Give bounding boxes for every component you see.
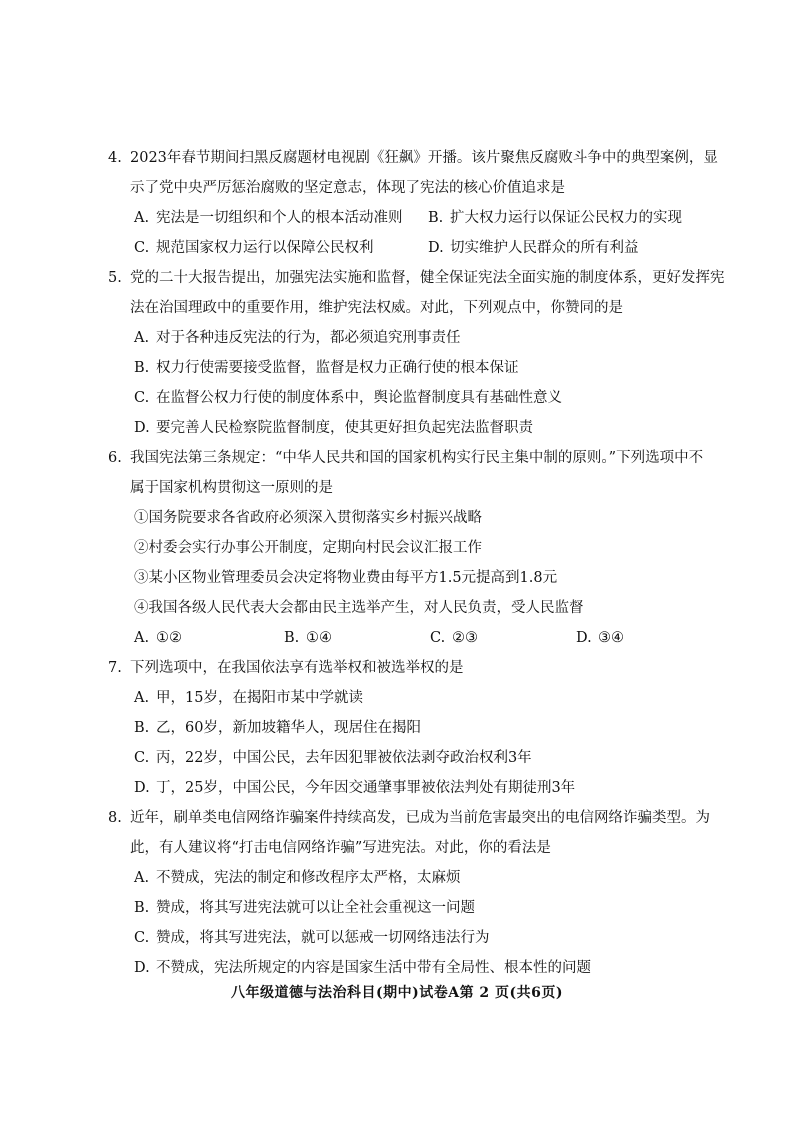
option-d xyxy=(108,773,708,803)
option-text: 在监督公权力行使的制度体系中，舆论监督制度具有基础性意义 xyxy=(156,390,562,406)
option-label: B. xyxy=(428,210,444,226)
option-label: A. xyxy=(134,630,150,646)
option-label: B. xyxy=(134,720,150,736)
question-7 xyxy=(108,653,708,803)
option-d xyxy=(576,623,716,653)
option-d xyxy=(428,233,728,263)
question-stem xyxy=(108,143,718,173)
question-6 xyxy=(108,443,708,653)
option-text: 不赞成，宪法的制定和修改程序太严格，太麻烦 xyxy=(156,870,461,886)
option-text: 要完善人民检察院监督制度，使其更好担负起宪法监督职责 xyxy=(156,420,533,436)
option-label: A. xyxy=(134,870,150,886)
option-label: C. xyxy=(134,390,150,406)
option-label: D. xyxy=(134,960,150,976)
option-c xyxy=(430,623,576,653)
option-label: C. xyxy=(134,930,150,946)
option-text: ①② xyxy=(156,630,182,646)
stem-line: 下列选项中，在我国依法享有选举权和被选举权的是 xyxy=(130,660,464,676)
option-label: A. xyxy=(134,210,150,226)
page-footer: 八年级道德与法治科目(期中)试卷A第 2 页(共6页) xyxy=(230,985,564,1001)
option-a xyxy=(108,323,708,353)
option-text: 赞成，将其写进宪法就可以让全社会重视这一问题 xyxy=(156,900,475,916)
option-text: ②③ xyxy=(452,630,478,646)
option-label: D. xyxy=(134,780,150,796)
option-label: A. xyxy=(134,330,150,346)
option-label: C. xyxy=(134,240,150,256)
option-a xyxy=(108,863,708,893)
option-text: 权力行使需要接受监督，监督是权力正确行使的根本保证 xyxy=(156,360,519,376)
statement-item: ①国务院要求各省政府必须深入贯彻落实乡村振兴战略 xyxy=(134,510,482,526)
option-c xyxy=(134,233,428,263)
option-text: 扩大权力运行以保证公民权力的实现 xyxy=(450,210,682,226)
question-5 xyxy=(108,263,725,443)
option-a xyxy=(108,683,708,713)
question-number: 5. xyxy=(108,270,122,286)
statement-item: ④我国各级人民代表大会都由民主选举产生，对人民负责，受人民监督 xyxy=(134,600,584,616)
question-number: 4. xyxy=(108,150,122,166)
option-a xyxy=(134,203,428,233)
stem-line: 此，有人建议将“打击电信网络诈骗”写进宪法。对此，你的看法是 xyxy=(130,840,551,856)
option-a xyxy=(134,623,284,653)
option-c xyxy=(108,923,708,953)
option-b xyxy=(284,623,430,653)
question-stem xyxy=(108,263,725,293)
stem-line: 我国宪法第三条规定：“中华人民共和国的国家机构实行民主集中制的原则。”下列选项中不 xyxy=(130,450,704,466)
option-text: ①④ xyxy=(306,630,332,646)
option-label: A. xyxy=(134,690,150,706)
option-text: 对于各种违反宪法的行为，都必须追究刑事责任 xyxy=(156,330,461,346)
option-label: D. xyxy=(576,630,592,646)
stem-line: 2023年春节期间扫黑反腐题材电视剧《狂飙》开播。该片聚焦反腐败斗争中的典型案例，显 xyxy=(130,150,718,166)
question-number: 6. xyxy=(108,450,122,466)
question-number: 8. xyxy=(108,810,122,826)
option-label: D. xyxy=(134,420,150,436)
option-text: 规范国家权力运行以保障公民权利 xyxy=(156,240,374,256)
option-text: 赞成，将其写进宪法，就可以惩戒一切网络违法行为 xyxy=(156,930,490,946)
stem-line: 党的二十大报告提出，加强宪法实施和监督，健全保证宪法全面实施的制度体系，更好发挥宪 xyxy=(130,270,725,286)
question-stem xyxy=(108,803,708,833)
stem-line: 近年，刷单类电信网络诈骗案件持续高发，已成为当前危害最突出的电信网络诈骗类型。为 xyxy=(130,810,710,826)
question-8 xyxy=(108,803,708,983)
option-b xyxy=(428,203,728,233)
option-c xyxy=(108,743,708,773)
statement-item: ②村委会实行办事公开制度，定期向村民会议汇报工作 xyxy=(134,540,482,556)
option-label: B. xyxy=(284,630,300,646)
option-label: C. xyxy=(134,750,150,766)
stem-line: 属于国家机构贯彻这一原则的是 xyxy=(130,480,333,496)
option-b xyxy=(108,353,708,383)
option-text: 乙，60岁，新加坡籍华人，现居住在揭阳 xyxy=(156,720,421,736)
option-text: 甲，15岁，在揭阳市某中学就读 xyxy=(156,690,363,706)
option-text: 切实维护人民群众的所有利益 xyxy=(450,240,639,256)
option-d xyxy=(108,413,708,443)
question-number: 7. xyxy=(108,660,122,676)
option-text: ③④ xyxy=(598,630,624,646)
option-text: 丙，22岁，中国公民，去年因犯罪被依法剥夺政治权利3年 xyxy=(156,750,532,766)
option-label: D. xyxy=(428,240,444,256)
stem-line: 示了党中央严厉惩治腐败的坚定意志，体现了宪法的核心价值追求是 xyxy=(130,180,565,196)
question-stem xyxy=(108,443,708,473)
option-text: 宪法是一切组织和个人的根本活动准则 xyxy=(156,210,403,226)
option-label: B. xyxy=(134,360,150,376)
option-c xyxy=(108,383,708,413)
option-label: B. xyxy=(134,900,150,916)
options-grid xyxy=(108,623,708,653)
question-4 xyxy=(108,143,718,263)
option-label: C. xyxy=(430,630,446,646)
options-grid xyxy=(108,203,708,263)
option-d xyxy=(108,953,708,983)
option-b xyxy=(108,893,708,923)
statement-item: ③某小区物业管理委员会决定将物业费由每平方1.5元提高到1.8元 xyxy=(134,570,558,586)
option-text: 丁，25岁，中国公民，今年因交通肇事罪被依法判处有期徒刑3年 xyxy=(156,780,576,796)
question-stem xyxy=(108,653,708,683)
question-list xyxy=(108,143,725,983)
stem-line: 法在治国理政中的重要作用，维护宪法权威。对此，下列观点中，你赞同的是 xyxy=(130,300,623,316)
option-text: 不赞成，宪法所规定的内容是国家生活中带有全局性、根本性的问题 xyxy=(156,960,591,976)
option-b xyxy=(108,713,708,743)
